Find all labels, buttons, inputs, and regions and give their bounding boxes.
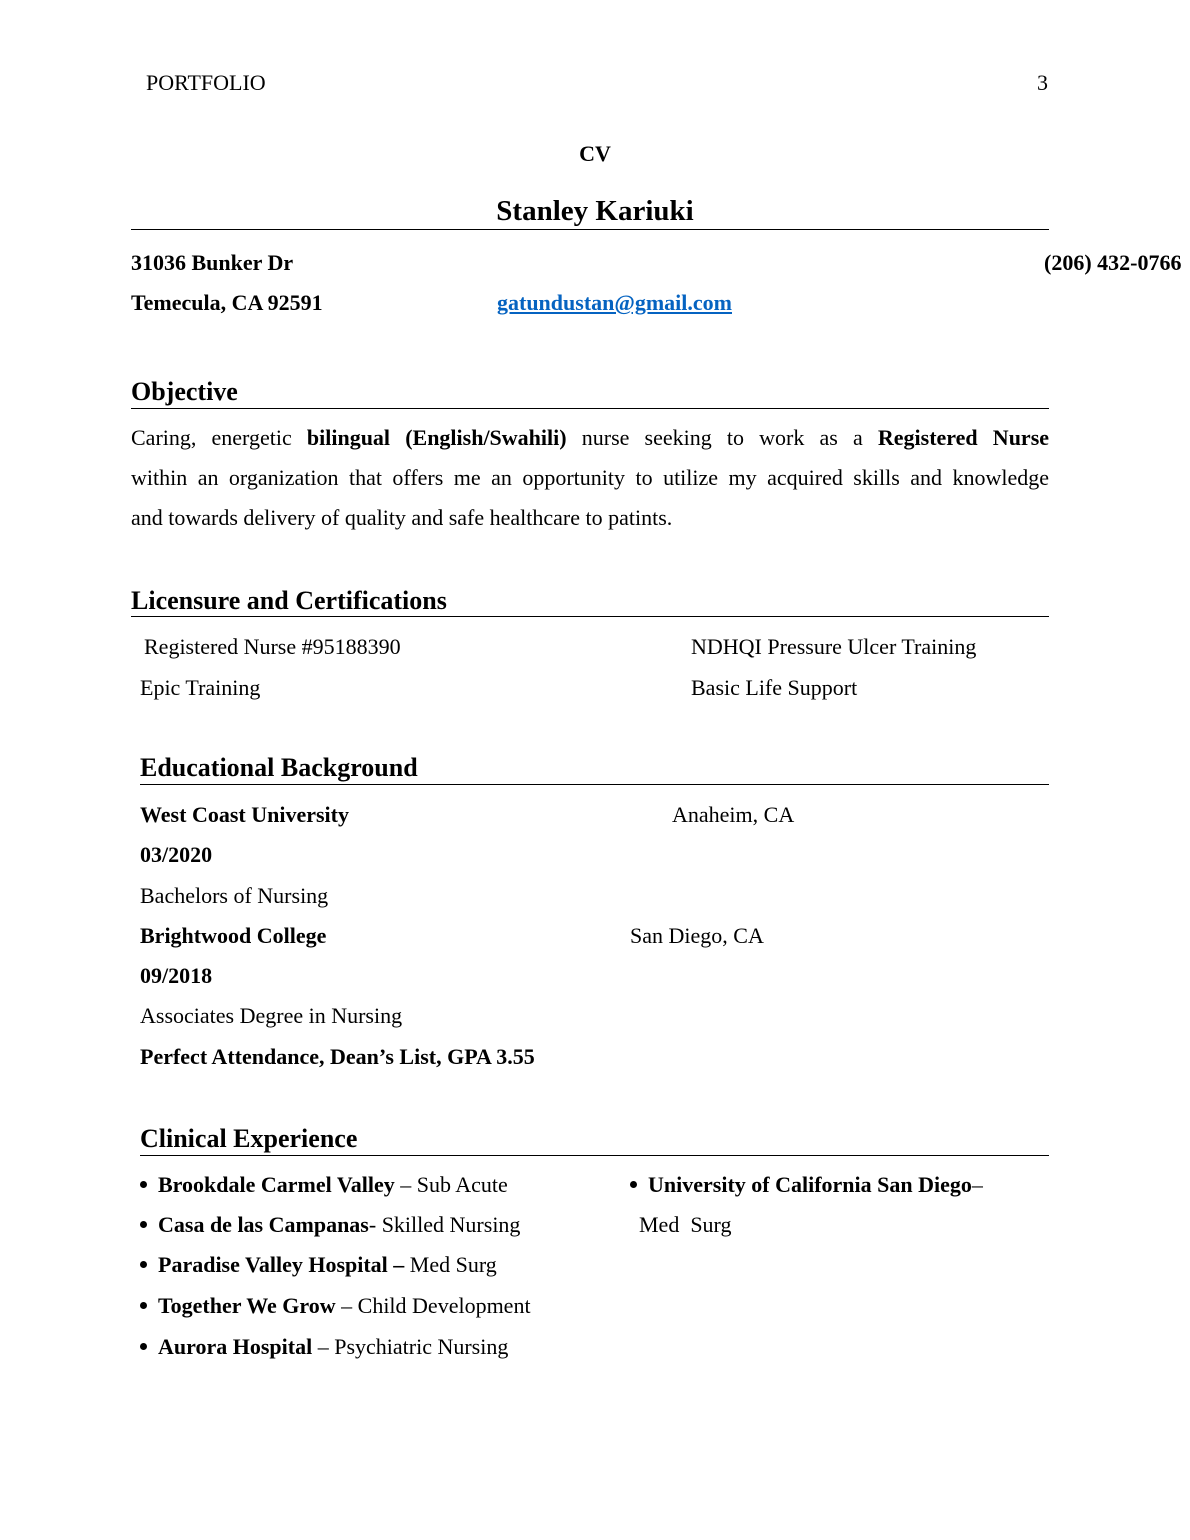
- document-label: CV: [579, 141, 611, 166]
- clinical-site: Brookdale Carmel Valley – Sub Acute: [158, 1172, 508, 1197]
- street-address: 31036 Bunker Dr: [131, 250, 294, 275]
- license-item: NDHQI Pressure Ulcer Training: [691, 634, 977, 659]
- bullet-icon: [140, 1181, 147, 1188]
- license-item: Basic Life Support: [691, 675, 858, 700]
- clinical-divider: [140, 1155, 1049, 1156]
- bullet-icon: [140, 1221, 147, 1228]
- page-number: 3: [1037, 70, 1048, 95]
- clinical-site: Together We Grow – Child Development: [158, 1293, 531, 1318]
- running-head: PORTFOLIO: [146, 70, 266, 95]
- objective-line-3: and towards delivery of quality and safe healthcare to patints.: [131, 505, 673, 530]
- license-item: Epic Training: [140, 675, 261, 700]
- license-item: Registered Nurse #95188390: [144, 634, 401, 659]
- objective-line-1: Caring, energetic bilingual (English/Swahili) nurse seeking to work as a Registered Nurse: [131, 425, 1050, 450]
- email-link[interactable]: gatundustan@gmail.com: [497, 290, 732, 315]
- clinical-heading: Clinical Experience: [140, 1124, 358, 1153]
- clinical-site: Paradise Valley Hospital – Med Surg: [158, 1252, 497, 1277]
- school-date: 09/2018: [140, 963, 213, 988]
- school-location: San Diego, CA: [630, 923, 764, 948]
- candidate-name: Stanley Kariuki: [496, 195, 694, 227]
- clinical-site-continuation: Med Surg: [639, 1212, 732, 1237]
- bullet-icon: [140, 1302, 147, 1309]
- school-degree: Bachelors of Nursing: [140, 883, 329, 908]
- objective-divider: [131, 408, 1049, 409]
- phone-number: (206) 432-0766: [1044, 250, 1182, 275]
- academic-honors: Perfect Attendance, Dean’s List, GPA 3.55: [140, 1044, 535, 1069]
- objective-line-2: within an organization that offers me an opportunity to utilize my acquired skills and knowledge: [131, 465, 1049, 490]
- name-divider: [131, 229, 1049, 230]
- bullet-icon: [140, 1261, 147, 1268]
- school-name: Brightwood College: [140, 923, 327, 948]
- city-state-zip: Temecula, CA 92591: [131, 290, 323, 315]
- school-name: West Coast University: [140, 802, 349, 827]
- licensure-heading: Licensure and Certifications: [131, 586, 447, 615]
- clinical-site: Casa de las Campanas- Skilled Nursing: [158, 1212, 521, 1237]
- school-date: 03/2020: [140, 842, 213, 867]
- clinical-site: Aurora Hospital – Psychiatric Nursing: [158, 1334, 509, 1359]
- education-divider: [140, 784, 1049, 785]
- objective-heading: Objective: [131, 377, 238, 406]
- bullet-icon: [140, 1343, 147, 1350]
- bullet-icon: [630, 1181, 637, 1188]
- school-location: Anaheim, CA: [672, 802, 795, 827]
- education-heading: Educational Background: [140, 753, 418, 782]
- school-degree: Associates Degree in Nursing: [140, 1003, 403, 1028]
- licensure-divider: [131, 616, 1049, 617]
- clinical-site: University of California San Diego–: [648, 1172, 983, 1197]
